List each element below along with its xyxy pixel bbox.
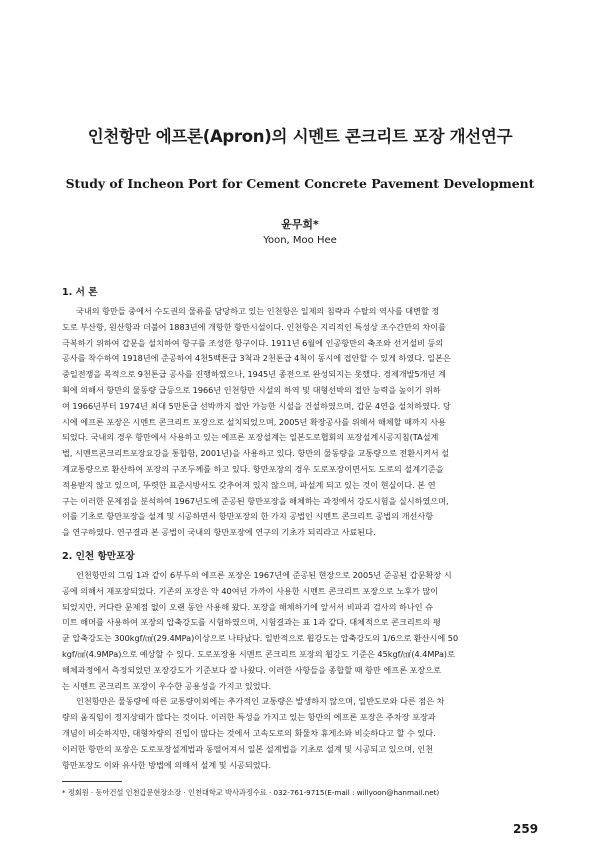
text-line: 시에 에프론 포장은 시멘트 콘크리트 포장으로 설치되었으며, 2005년 확장공사를 위해서 해체할 때까지 사용 bbox=[62, 416, 446, 427]
text-line: 법, 시멘트콘크리트포장요강을 통합함, 2001년)을 사용하고 있다. 항만의 물동량을 교통량으로 전환시켜서 설 bbox=[62, 448, 450, 459]
text-line: 균 압축강도는 300kgf/㎠(29.4MPa)이상으로 나타났다. 일반적으로 휨강도는 압축강도의 1/6으로 환산시에 50 bbox=[62, 633, 459, 644]
text-line: 인천항만은 물동량에 따른 교통량이외에는 추가적인 교통량은 발생하지 않으며, 일반도로와 다른 점은 차 bbox=[76, 696, 445, 707]
text-line: 획에 의해서 항만의 물동량 급등으로 1966년 인천항만 시설의 하역 및 대형선박의 접안 능력을 높이기 위하 bbox=[62, 384, 441, 395]
text-line: 구는 이러한 문제점을 분석하여 1967년도에 준공된 항만포장을 해체하는 과정에서 강도시험을 실시하였으며, bbox=[62, 495, 449, 506]
text-line: 국내의 항만들 중에서 수도권의 물류를 담당하고 있는 인천항은 일제의 침략과 수탈의 역사를 대변할 정 bbox=[76, 306, 440, 316]
section-heading-introduction: 1. 서 론 bbox=[62, 287, 98, 298]
text-line: 이를 기초로 항만포장을 설계 및 시공하면서 항만포장의 한 가지 공법인 시멘트 콘크리트 공법의 개선사항 bbox=[62, 511, 434, 522]
author-korean: 윤무희* bbox=[281, 218, 319, 231]
text-line: 적용받지 않고 있으며, 뚜렷한 표준시방서도 갖추어져 있지 않으며, 파설계 되고 있는 것이 현실이다. 본 연 bbox=[62, 479, 436, 490]
text-line: 는 시멘트 콘크리트 포장이 우수한 공용성을 가지고 있었다. bbox=[62, 680, 272, 691]
text-line: 도로 부산항, 원산항과 더불어 1883년에 개항한 항만시설이다. 인천항은 지리적인 특성상 조수간만의 차이를 bbox=[62, 321, 446, 332]
text-line: 항만포장도 이와 유사한 방법에 의해서 설계 및 시공되었다. bbox=[62, 759, 272, 770]
text-line: 인천항만의 그림 1과 같이 6부두의 에프론 포장은 1967년에 준공된 현장으로 2005년 준공된 갑문확장 시 bbox=[76, 570, 452, 580]
section-body-incheon-port-pavement bbox=[62, 568, 538, 773]
text-line: 공에 의해서 재포장되었다. 기존의 포장은 약 40여년 가까이 사용한 시멘트 콘크리트 포장으로 노후가 많이 bbox=[62, 585, 439, 596]
page-number: 259 bbox=[513, 822, 539, 836]
text-line: 이러한 항만의 포장은 도로포장설계법과 동떨어져서 일본 설계법을 기초로 설계 및 시공되고 있으며, 인천 bbox=[62, 743, 434, 754]
text-line: 되었지만, 커다란 문제점 없이 오랜 동안 사용해 왔다. 포장을 해체하기에 앞서서 비파괴 검사의 하나인 슈 bbox=[62, 601, 433, 612]
text-line: 여 1966년부터 1974년 최대 5만톤급 선박까지 접안 가능한 시설을 건설하였으며, 갑문 4연을 설치하였다. 당 bbox=[62, 400, 451, 411]
text-line: 개념이 비슷하지만, 대형차량의 진입이 많다는 것에서 고속도로의 화물차 휴게소와 비슷하다고 할 수 있다. bbox=[62, 727, 436, 738]
title-english: Study of Incheon Port for Cement Concrete Pavement Development bbox=[65, 176, 535, 191]
author-footnote: * 정회원 · 동아건설 인천갑문현장소장 · 인천대학교 박사과정수료 · 032-761-9715(E-mail : willyoon@hanmail.net) bbox=[62, 788, 440, 797]
text-line: kgf/㎠(4.9MPa)으로 예상할 수 있다. 도로포장용 시멘트 콘크리트 포장의 휨강도 기준은 45kgf/㎠(4.4MPa)로 bbox=[62, 648, 455, 659]
text-line: 공사를 착수하여 1918년에 준공하여 4천5백톤급 3척과 2천톤급 4척이 동시에 접안할 수 있게 하였다. 일본은 bbox=[62, 353, 451, 364]
text-line: 되었다. 국내의 경우 항만에서 사용하고 있는 에프론 포장설계는 일본도로협회의 포장설계시공지침(TA설계 bbox=[62, 432, 439, 443]
text-line: 을 연구하였다. 연구결과 본 공법이 국내의 항만포장에 연구의 기초가 되리라고 사료된다. bbox=[62, 527, 376, 538]
text-line: 량의 움직임이 정지상태가 많다는 것이다. 이러한 특성을 가지고 있는 항만의 에프론 포장은 주차장 포장과 bbox=[62, 712, 436, 723]
text-line: 계교통량으로 환산하여 포장의 구조두께를 하고 있다. 항만포장의 경우 도로포장이면서도 도로의 설계기준을 bbox=[62, 463, 444, 474]
title-korean: 인천항만 에프론(Apron)의 시멘트 콘크리트 포장 개선연구 bbox=[87, 127, 513, 146]
text-line: 중일전쟁을 목적으로 9천톤급 공사를 진행하였으나, 1945년 종전으로 완성되지는 못했다. 경제개발5개년 계 bbox=[62, 369, 446, 380]
text-line: 미트 해머를 사용하여 포장의 압축강도를 시험하였으며, 시험결과는 표 1과 같다. 대체적으로 콘크리트의 평 bbox=[62, 617, 441, 628]
footnote-divider bbox=[62, 781, 122, 782]
text-line: 극복하기 위하여 갑문을 설치하여 항구를 조성한 항구이다. 1911년 6월에 인공항만의 축조와 선거설비 등의 bbox=[62, 337, 444, 348]
section-body-introduction bbox=[62, 304, 538, 541]
section-heading-incheon-port-pavement: 2. 인천 항만포장 bbox=[62, 551, 135, 562]
text-line: 해체과정에서 측정되었던 포장강도가 기준보다 잘 나왔다. 이러한 사항들을 종합할 때 항만 에프론 포장으로 bbox=[62, 664, 441, 675]
author-english: Yoon, Moo Hee bbox=[263, 235, 337, 246]
